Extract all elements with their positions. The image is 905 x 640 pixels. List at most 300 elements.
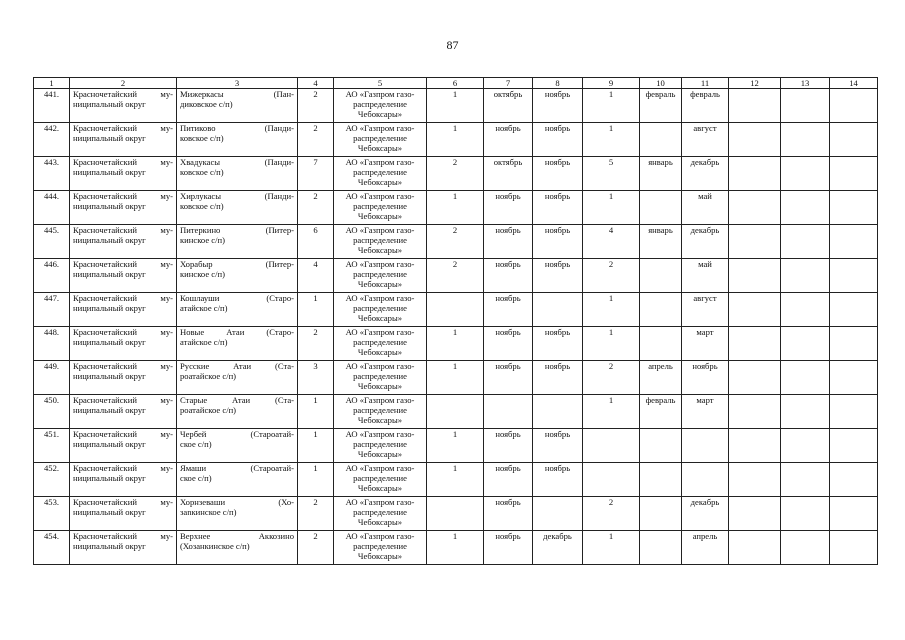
cell-c12 xyxy=(729,123,781,157)
district-line: Красночетайский му- xyxy=(73,531,173,541)
organization-line: распределение xyxy=(353,235,407,246)
organization-line: АО «Газпром газо- xyxy=(345,259,415,269)
cell-c12 xyxy=(729,463,781,497)
gasification-table xyxy=(33,77,878,565)
cell-c11: август xyxy=(682,123,729,157)
cell-c6: 1 xyxy=(427,361,484,395)
row-number: 447. xyxy=(34,293,70,327)
cell-c4: 2 xyxy=(298,327,334,361)
settlement-cell xyxy=(177,293,298,327)
table-row xyxy=(34,327,878,361)
cell-c7: ноябрь xyxy=(484,225,533,259)
settlement-cell xyxy=(177,89,298,123)
cell-c13 xyxy=(781,123,830,157)
cell-c11 xyxy=(682,429,729,463)
district-cell xyxy=(70,497,177,531)
settlement-line: Питиково (Панди- xyxy=(180,123,294,133)
settlement-line: роатайское с/п) xyxy=(180,371,237,382)
cell-c10 xyxy=(640,531,682,565)
cell-c14 xyxy=(830,225,878,259)
cell-c14 xyxy=(830,293,878,327)
column-header-5: 5 xyxy=(334,78,427,89)
cell-c9: 1 xyxy=(583,293,640,327)
district-line: ниципальный округ xyxy=(73,371,146,382)
organization-cell xyxy=(334,361,427,395)
settlement-cell xyxy=(177,429,298,463)
cell-c14 xyxy=(830,497,878,531)
settlement-line: кинское с/п) xyxy=(180,269,225,280)
column-header-9: 9 xyxy=(583,78,640,89)
district-line: ниципальный округ xyxy=(73,507,146,518)
organization-cell xyxy=(334,259,427,293)
organization-line: Чебоксары» xyxy=(357,483,403,494)
organization-line: распределение xyxy=(353,201,407,212)
organization-line: распределение xyxy=(353,473,407,484)
organization-line: АО «Газпром газо- xyxy=(345,225,415,235)
cell-c9: 1 xyxy=(583,531,640,565)
district-line: Красночетайский му- xyxy=(73,259,173,269)
district-line: Красночетайский му- xyxy=(73,293,173,303)
cell-c14 xyxy=(830,429,878,463)
settlement-line: атайское с/п) xyxy=(180,337,228,348)
row-number: 442. xyxy=(34,123,70,157)
cell-c10 xyxy=(640,429,682,463)
settlement-line: Хорнзеваши (Хо- xyxy=(180,497,294,507)
district-line: Красночетайский му- xyxy=(73,123,173,133)
column-header-7: 7 xyxy=(484,78,533,89)
settlement-line: роатайское с/п) xyxy=(180,405,237,416)
organization-line: Чебоксары» xyxy=(357,347,403,358)
organization-line: распределение xyxy=(353,507,407,518)
cell-c9: 1 xyxy=(583,191,640,225)
column-header-14: 14 xyxy=(830,78,878,89)
cell-c11: март xyxy=(682,395,729,429)
cell-c9: 1 xyxy=(583,123,640,157)
cell-c11: декабрь xyxy=(682,497,729,531)
district-line: ниципальный округ xyxy=(73,473,146,484)
cell-c13 xyxy=(781,395,830,429)
cell-c12 xyxy=(729,361,781,395)
table-row xyxy=(34,123,878,157)
settlement-line: ское с/п) xyxy=(180,473,212,484)
settlement-line: атайское с/п) xyxy=(180,303,228,314)
cell-c12 xyxy=(729,89,781,123)
cell-c13 xyxy=(781,259,830,293)
district-line: ниципальный округ xyxy=(73,303,146,314)
settlement-cell xyxy=(177,327,298,361)
organization-cell xyxy=(334,123,427,157)
cell-c7: ноябрь xyxy=(484,463,533,497)
settlement-line: Питеркино (Питер- xyxy=(180,225,294,235)
cell-c4: 6 xyxy=(298,225,334,259)
settlement-line: ковское с/п) xyxy=(180,201,224,212)
district-line: ниципальный округ xyxy=(73,167,146,178)
settlement-line: Хвадукасы (Панди- xyxy=(180,157,294,167)
cell-c8 xyxy=(533,293,583,327)
organization-line: распределение xyxy=(353,99,407,110)
cell-c14 xyxy=(830,123,878,157)
cell-c14 xyxy=(830,157,878,191)
settlement-line: Чербей (Староатай- xyxy=(180,429,294,439)
cell-c10 xyxy=(640,191,682,225)
district-line: Красночетайский му- xyxy=(73,361,173,371)
organization-line: АО «Газпром газо- xyxy=(345,429,415,439)
cell-c13 xyxy=(781,191,830,225)
organization-line: распределение xyxy=(353,371,407,382)
settlement-line: ковское с/п) xyxy=(180,167,224,178)
cell-c4: 3 xyxy=(298,361,334,395)
table-row xyxy=(34,191,878,225)
cell-c10 xyxy=(640,293,682,327)
cell-c14 xyxy=(830,89,878,123)
settlement-line: ковское с/п) xyxy=(180,133,224,144)
organization-line: Чебоксары» xyxy=(357,313,403,324)
cell-c4: 2 xyxy=(298,123,334,157)
cell-c13 xyxy=(781,157,830,191)
cell-c12 xyxy=(729,531,781,565)
cell-c11: декабрь xyxy=(682,157,729,191)
district-line: ниципальный округ xyxy=(73,133,146,144)
settlement-line: Кошлауши (Старо- xyxy=(180,293,294,303)
district-cell xyxy=(70,531,177,565)
district-cell xyxy=(70,225,177,259)
cell-c12 xyxy=(729,259,781,293)
district-cell xyxy=(70,463,177,497)
cell-c8: ноябрь xyxy=(533,327,583,361)
organization-line: АО «Газпром газо- xyxy=(345,191,415,201)
row-number: 443. xyxy=(34,157,70,191)
district-cell xyxy=(70,123,177,157)
cell-c4: 1 xyxy=(298,463,334,497)
cell-c8: ноябрь xyxy=(533,361,583,395)
cell-c11: апрель xyxy=(682,531,729,565)
cell-c8: ноябрь xyxy=(533,89,583,123)
cell-c8: ноябрь xyxy=(533,123,583,157)
cell-c6: 2 xyxy=(427,225,484,259)
district-line: Красночетайский му- xyxy=(73,89,173,99)
district-line: ниципальный округ xyxy=(73,405,146,416)
table-body xyxy=(34,89,878,565)
organization-line: распределение xyxy=(353,337,407,348)
cell-c8 xyxy=(533,395,583,429)
district-line: Красночетайский му- xyxy=(73,225,173,235)
cell-c7: ноябрь xyxy=(484,191,533,225)
settlement-cell xyxy=(177,361,298,395)
row-number: 451. xyxy=(34,429,70,463)
cell-c7: ноябрь xyxy=(484,497,533,531)
cell-c13 xyxy=(781,497,830,531)
cell-c9: 2 xyxy=(583,497,640,531)
cell-c8 xyxy=(533,497,583,531)
settlement-line: Мижеркасы (Пан- xyxy=(180,89,294,99)
cell-c11 xyxy=(682,463,729,497)
cell-c4: 1 xyxy=(298,429,334,463)
cell-c9: 2 xyxy=(583,361,640,395)
cell-c7: октябрь xyxy=(484,89,533,123)
row-number: 448. xyxy=(34,327,70,361)
cell-c10 xyxy=(640,327,682,361)
settlement-cell xyxy=(177,395,298,429)
organization-line: АО «Газпром газо- xyxy=(345,497,415,507)
cell-c7: ноябрь xyxy=(484,259,533,293)
row-number: 452. xyxy=(34,463,70,497)
settlement-line: зanкинское с/п) xyxy=(180,507,237,518)
column-header-11: 11 xyxy=(682,78,729,89)
cell-c4: 7 xyxy=(298,157,334,191)
cell-c12 xyxy=(729,497,781,531)
organization-cell xyxy=(334,429,427,463)
district-line: ниципальный округ xyxy=(73,269,146,280)
cell-c4: 2 xyxy=(298,89,334,123)
table-row xyxy=(34,225,878,259)
organization-line: Чебоксары» xyxy=(357,109,403,120)
cell-c11: март xyxy=(682,327,729,361)
district-cell xyxy=(70,429,177,463)
column-header-2: 2 xyxy=(70,78,177,89)
cell-c13 xyxy=(781,225,830,259)
row-number: 449. xyxy=(34,361,70,395)
cell-c4: 2 xyxy=(298,531,334,565)
district-line: Красночетайский му- xyxy=(73,157,173,167)
cell-c8: ноябрь xyxy=(533,429,583,463)
cell-c11: май xyxy=(682,191,729,225)
settlement-line: диковское с/п) xyxy=(180,99,233,110)
cell-c8: ноябрь xyxy=(533,157,583,191)
cell-c9 xyxy=(583,463,640,497)
cell-c13 xyxy=(781,89,830,123)
table-row xyxy=(34,395,878,429)
organization-line: АО «Газпром газо- xyxy=(345,123,415,133)
settlement-line: Старые Атаи (Ста- xyxy=(180,395,294,405)
cell-c6: 1 xyxy=(427,463,484,497)
settlement-cell xyxy=(177,463,298,497)
cell-c13 xyxy=(781,361,830,395)
cell-c11: ноябрь xyxy=(682,361,729,395)
organization-line: АО «Газпром газо- xyxy=(345,327,415,337)
table-row xyxy=(34,429,878,463)
cell-c9: 2 xyxy=(583,259,640,293)
cell-c10 xyxy=(640,497,682,531)
district-cell xyxy=(70,293,177,327)
table-row xyxy=(34,361,878,395)
organization-cell xyxy=(334,531,427,565)
cell-c13 xyxy=(781,327,830,361)
organization-line: распределение xyxy=(353,405,407,416)
cell-c4: 2 xyxy=(298,497,334,531)
cell-c8: ноябрь xyxy=(533,225,583,259)
cell-c10 xyxy=(640,463,682,497)
cell-c14 xyxy=(830,463,878,497)
cell-c7: ноябрь xyxy=(484,293,533,327)
district-line: ниципальный округ xyxy=(73,337,146,348)
row-number: 453. xyxy=(34,497,70,531)
cell-c8: ноябрь xyxy=(533,191,583,225)
cell-c7: ноябрь xyxy=(484,327,533,361)
cell-c14 xyxy=(830,531,878,565)
settlement-cell xyxy=(177,191,298,225)
district-cell xyxy=(70,157,177,191)
organization-line: АО «Газпром газо- xyxy=(345,361,415,371)
cell-c6: 1 xyxy=(427,429,484,463)
organization-cell xyxy=(334,191,427,225)
settlement-line: ское с/п) xyxy=(180,439,212,450)
settlement-line: Хорабыр (Питер- xyxy=(180,259,294,269)
cell-c6: 1 xyxy=(427,123,484,157)
organization-cell xyxy=(334,157,427,191)
cell-c14 xyxy=(830,259,878,293)
organization-cell xyxy=(334,395,427,429)
table-row xyxy=(34,293,878,327)
cell-c6 xyxy=(427,497,484,531)
district-line: Красночетайский му- xyxy=(73,395,173,405)
organization-line: Чебоксары» xyxy=(357,211,403,222)
settlement-line: (Хозанкинское с/п) xyxy=(180,541,250,552)
row-number: 441. xyxy=(34,89,70,123)
column-header-4: 4 xyxy=(298,78,334,89)
district-line: ниципальный округ xyxy=(73,99,146,110)
organization-line: распределение xyxy=(353,439,407,450)
organization-line: АО «Газпром газо- xyxy=(345,293,415,303)
cell-c9 xyxy=(583,429,640,463)
table-row xyxy=(34,157,878,191)
cell-c6 xyxy=(427,395,484,429)
cell-c13 xyxy=(781,531,830,565)
table-row xyxy=(34,531,878,565)
column-header-6: 6 xyxy=(427,78,484,89)
cell-c7: ноябрь xyxy=(484,531,533,565)
organization-line: Чебоксары» xyxy=(357,449,403,460)
cell-c13 xyxy=(781,429,830,463)
column-header-10: 10 xyxy=(640,78,682,89)
district-cell xyxy=(70,259,177,293)
cell-c4: 4 xyxy=(298,259,334,293)
cell-c14 xyxy=(830,327,878,361)
cell-c7: ноябрь xyxy=(484,429,533,463)
cell-c9: 4 xyxy=(583,225,640,259)
organization-cell xyxy=(334,89,427,123)
cell-c8: ноябрь xyxy=(533,463,583,497)
cell-c7: октябрь xyxy=(484,157,533,191)
district-line: Красночетайский му- xyxy=(73,463,173,473)
cell-c6: 1 xyxy=(427,531,484,565)
organization-line: Чебоксары» xyxy=(357,245,403,256)
organization-line: АО «Газпром газо- xyxy=(345,463,415,473)
cell-c6: 1 xyxy=(427,191,484,225)
cell-c9: 1 xyxy=(583,327,640,361)
settlement-cell xyxy=(177,157,298,191)
cell-c10: апрель xyxy=(640,361,682,395)
district-line: ниципальный округ xyxy=(73,439,146,450)
page-number: 87 xyxy=(446,38,459,52)
table-row xyxy=(34,463,878,497)
cell-c11: февраль xyxy=(682,89,729,123)
settlement-cell xyxy=(177,259,298,293)
cell-c9: 1 xyxy=(583,395,640,429)
organization-line: Чебоксары» xyxy=(357,143,403,154)
organization-cell xyxy=(334,497,427,531)
district-cell xyxy=(70,89,177,123)
cell-c10: февраль xyxy=(640,89,682,123)
cell-c10 xyxy=(640,259,682,293)
cell-c9: 1 xyxy=(583,89,640,123)
organization-cell xyxy=(334,293,427,327)
cell-c6: 2 xyxy=(427,157,484,191)
settlement-cell xyxy=(177,497,298,531)
district-cell xyxy=(70,327,177,361)
column-header-8: 8 xyxy=(533,78,583,89)
cell-c10: февраль xyxy=(640,395,682,429)
organization-line: распределение xyxy=(353,133,407,144)
cell-c12 xyxy=(729,327,781,361)
organization-line: Чебоксары» xyxy=(357,517,403,528)
cell-c12 xyxy=(729,157,781,191)
settlement-line: Новые Атаи (Старо- xyxy=(180,327,294,337)
cell-c7: ноябрь xyxy=(484,361,533,395)
organization-line: Чебоксары» xyxy=(357,381,403,392)
settlement-line: Верхнее Аккозино xyxy=(180,531,294,541)
settlement-line: кинское с/п) xyxy=(180,235,225,246)
cell-c8: ноябрь xyxy=(533,259,583,293)
cell-c11: май xyxy=(682,259,729,293)
header-row xyxy=(34,78,878,89)
district-line: ниципальный округ xyxy=(73,235,146,246)
organization-line: АО «Газпром газо- xyxy=(345,157,415,167)
row-number: 454. xyxy=(34,531,70,565)
cell-c10 xyxy=(640,123,682,157)
organization-line: распределение xyxy=(353,541,407,552)
settlement-cell xyxy=(177,531,298,565)
row-number: 444. xyxy=(34,191,70,225)
table-row xyxy=(34,89,878,123)
row-number: 450. xyxy=(34,395,70,429)
cell-c6: 1 xyxy=(427,327,484,361)
cell-c12 xyxy=(729,293,781,327)
cell-c11: август xyxy=(682,293,729,327)
column-header-3: 3 xyxy=(177,78,298,89)
cell-c6: 1 xyxy=(427,89,484,123)
organization-line: Чебоксары» xyxy=(357,177,403,188)
organization-line: АО «Газпром газо- xyxy=(345,531,415,541)
organization-line: Чебоксары» xyxy=(357,551,403,562)
organization-line: распределение xyxy=(353,167,407,178)
cell-c14 xyxy=(830,361,878,395)
district-line: Красночетайский му- xyxy=(73,191,173,201)
district-line: Красночетайский му- xyxy=(73,429,173,439)
column-header-1: 1 xyxy=(34,78,70,89)
settlement-cell xyxy=(177,225,298,259)
district-cell xyxy=(70,191,177,225)
cell-c12 xyxy=(729,225,781,259)
cell-c12 xyxy=(729,395,781,429)
cell-c14 xyxy=(830,395,878,429)
cell-c10: январь xyxy=(640,157,682,191)
cell-c13 xyxy=(781,293,830,327)
cell-c9: 5 xyxy=(583,157,640,191)
cell-c13 xyxy=(781,463,830,497)
organization-line: АО «Газпром газо- xyxy=(345,89,415,99)
cell-c7 xyxy=(484,395,533,429)
organization-cell xyxy=(334,463,427,497)
organization-line: АО «Газпром газо- xyxy=(345,395,415,405)
settlement-line: Русские Атаи (Ста- xyxy=(180,361,294,371)
district-cell xyxy=(70,395,177,429)
cell-c14 xyxy=(830,191,878,225)
cell-c6 xyxy=(427,293,484,327)
organization-cell xyxy=(334,327,427,361)
cell-c12 xyxy=(729,191,781,225)
table-row xyxy=(34,259,878,293)
cell-c4: 2 xyxy=(298,191,334,225)
